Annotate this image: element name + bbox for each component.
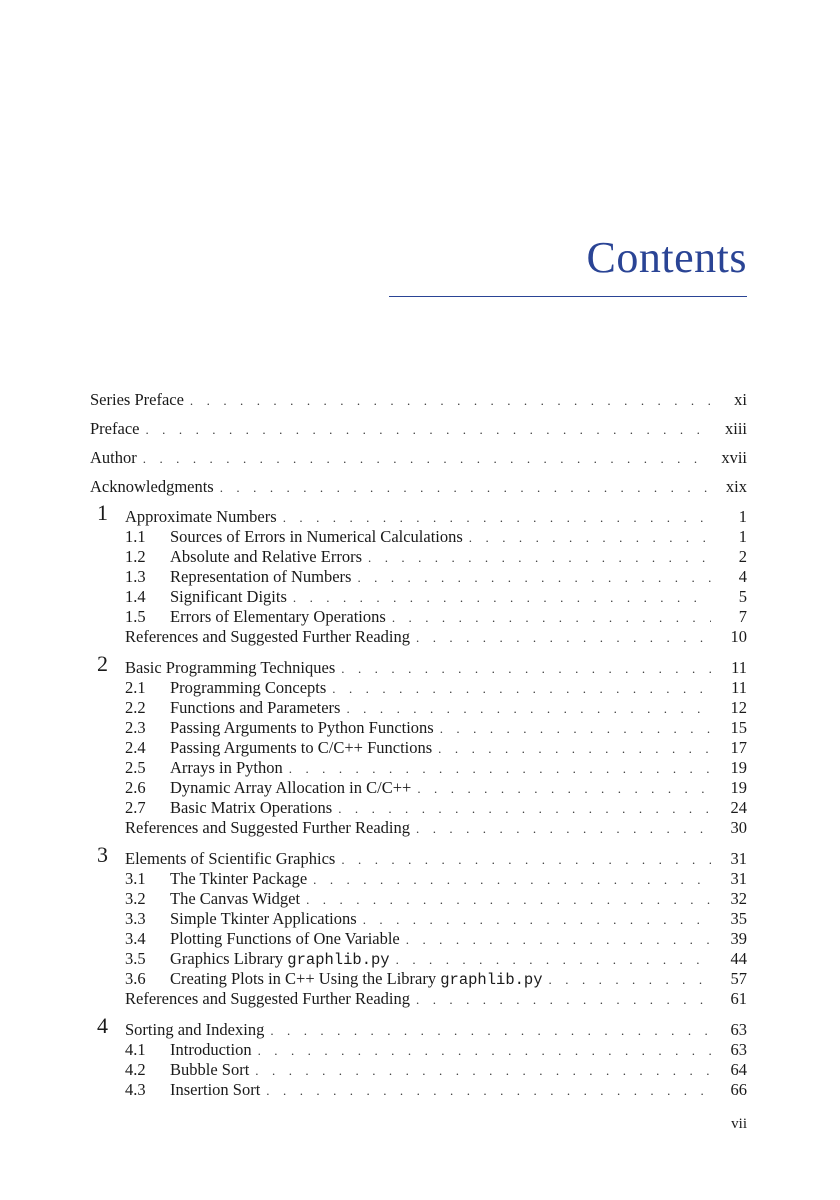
- dot-leader: [363, 910, 711, 930]
- section-entry[interactable]: [90, 798, 747, 818]
- section-entry[interactable]: [90, 587, 747, 607]
- dot-leader: [406, 930, 711, 950]
- page-number-ref: 32: [730, 889, 747, 908]
- section-entry[interactable]: [90, 929, 747, 949]
- page-number-ref: 15: [730, 718, 747, 737]
- page-number-ref: 31: [730, 869, 747, 888]
- dot-leader: [220, 477, 711, 499]
- page-number-ref: xiii: [724, 419, 747, 438]
- section-number: 1.1: [125, 527, 146, 546]
- page-number-ref: xix: [725, 477, 747, 496]
- page-number-ref: 66: [730, 1080, 747, 1099]
- title-rule: [389, 296, 747, 297]
- dot-leader: [549, 970, 711, 990]
- entry-title: Significant Digits: [170, 587, 293, 607]
- dot-leader: [313, 870, 711, 890]
- chapter-entry[interactable]: [90, 842, 747, 869]
- entry-title: The Tkinter Package: [170, 869, 313, 889]
- dot-leader: [416, 628, 711, 648]
- front-matter-entry[interactable]: [90, 476, 747, 505]
- entry-title: Errors of Elementary Operations: [170, 607, 392, 627]
- entry-title: Sorting and Indexing: [125, 1020, 270, 1040]
- page-number-ref: 5: [738, 587, 747, 606]
- entry-title: Creating Plots in C++ Using the Library graphlib.py: [170, 969, 549, 990]
- section-number: 4.1: [125, 1040, 146, 1059]
- section-number: 2.4: [125, 738, 146, 757]
- section-entry[interactable]: [90, 607, 747, 627]
- dot-leader: [368, 548, 711, 568]
- entry-title: References and Suggested Further Reading: [125, 989, 416, 1009]
- section-entry[interactable]: [90, 1060, 747, 1080]
- section-number: 2.7: [125, 798, 146, 817]
- page-title: Contents: [586, 233, 747, 282]
- page-number-ref: 11: [731, 678, 747, 697]
- dot-leader: [417, 779, 711, 799]
- entry-title: Basic Matrix Operations: [170, 798, 338, 818]
- entry-title: Graphics Library graphlib.py: [170, 949, 396, 970]
- section-entry[interactable]: [90, 969, 747, 989]
- entry-title: Simple Tkinter Applications: [170, 909, 363, 929]
- section-number: 1.3: [125, 567, 146, 586]
- chapter-entry[interactable]: [90, 500, 747, 527]
- section-entry[interactable]: [90, 678, 747, 698]
- dot-leader: [283, 508, 711, 528]
- section-number: 2.5: [125, 758, 146, 777]
- dot-leader: [341, 850, 711, 870]
- code-text: graphlib.py: [440, 971, 543, 989]
- chapter-number: 1: [97, 500, 108, 525]
- section-entry[interactable]: [90, 889, 747, 909]
- entry-title: Plotting Functions of One Variable: [170, 929, 406, 949]
- section-number: 2.6: [125, 778, 146, 797]
- section-number: 3.4: [125, 929, 146, 948]
- dot-leader: [392, 608, 711, 628]
- page-number-ref: 44: [730, 949, 747, 968]
- references-entry[interactable]: [90, 627, 747, 647]
- section-number: 4.2: [125, 1060, 146, 1079]
- section-entry[interactable]: [90, 547, 747, 567]
- code-text: graphlib.py: [287, 951, 390, 969]
- section-number: 1.2: [125, 547, 146, 566]
- entry-title: Approximate Numbers: [125, 507, 283, 527]
- section-number: 3.1: [125, 869, 146, 888]
- section-entry[interactable]: [90, 1040, 747, 1060]
- dot-leader: [255, 1061, 711, 1081]
- entry-title: Acknowledgments: [90, 476, 220, 498]
- page-number: vii: [731, 1116, 747, 1132]
- front-matter-entry[interactable]: [90, 389, 747, 418]
- section-entry[interactable]: [90, 778, 747, 798]
- entry-title: Dynamic Array Allocation in C/C++: [170, 778, 417, 798]
- page-number-ref: 61: [730, 989, 747, 1008]
- page-number-ref: xi: [734, 390, 747, 409]
- page-number-ref: 12: [730, 698, 747, 717]
- dot-leader: [143, 448, 711, 470]
- section-number: 2.2: [125, 698, 146, 717]
- dot-leader: [438, 739, 711, 759]
- section-number: 3.5: [125, 949, 146, 968]
- front-matter-entry[interactable]: [90, 418, 747, 447]
- page-number-ref: 57: [730, 969, 747, 988]
- section-entry[interactable]: [90, 567, 747, 587]
- section-entry[interactable]: [90, 1080, 747, 1100]
- page-number-ref: 39: [730, 929, 747, 948]
- dot-leader: [440, 719, 711, 739]
- entry-title: Author: [90, 447, 143, 469]
- dot-leader: [416, 819, 711, 839]
- section-entry[interactable]: [90, 758, 747, 778]
- section-number: 3.2: [125, 889, 146, 908]
- section-entry[interactable]: [90, 869, 747, 889]
- page-number-ref: 2: [738, 547, 747, 566]
- section-number: 1.4: [125, 587, 146, 606]
- section-number: 1.5: [125, 607, 146, 626]
- section-number: 3.6: [125, 969, 146, 988]
- dot-leader: [341, 659, 711, 679]
- page-number-ref: 1: [738, 527, 747, 546]
- page-number-ref: 24: [730, 798, 747, 817]
- entry-title: Passing Arguments to Python Functions: [170, 718, 440, 738]
- entry-title: Preface: [90, 418, 145, 440]
- page-number-ref: 7: [738, 607, 747, 626]
- page-number-ref: 10: [730, 627, 747, 646]
- page-number-ref: 30: [730, 818, 747, 837]
- chapter-entry[interactable]: [90, 651, 747, 678]
- dot-leader: [258, 1041, 711, 1061]
- entry-title: Absolute and Relative Errors: [170, 547, 368, 567]
- chapter-number: 3: [97, 842, 108, 867]
- section-entry[interactable]: [90, 738, 747, 758]
- section-entry[interactable]: [90, 949, 747, 969]
- dot-leader: [332, 679, 711, 699]
- section-entry[interactable]: [90, 909, 747, 929]
- entry-title: Representation of Numbers: [170, 567, 357, 587]
- entry-title: Bubble Sort: [170, 1060, 255, 1080]
- references-entry[interactable]: [90, 989, 747, 1009]
- entry-title: Insertion Sort: [170, 1080, 266, 1100]
- entry-title: Elements of Scientific Graphics: [125, 849, 341, 869]
- chapter-entry[interactable]: [90, 1013, 747, 1040]
- page-number-ref: 11: [731, 658, 747, 677]
- section-number: 4.3: [125, 1080, 146, 1099]
- table-of-contents: [90, 389, 747, 1100]
- page-number-ref: 19: [730, 778, 747, 797]
- entry-title: Programming Concepts: [170, 678, 332, 698]
- page-number-ref: 1: [738, 507, 747, 526]
- section-number: 2.1: [125, 678, 146, 697]
- entry-title: Introduction: [170, 1040, 258, 1060]
- entry-title: Sources of Errors in Numerical Calculations: [170, 527, 469, 547]
- section-number: 2.3: [125, 718, 146, 737]
- chapter-number: 2: [97, 651, 108, 676]
- dot-leader: [266, 1081, 711, 1101]
- chapter-number: 4: [97, 1013, 108, 1038]
- page-number-ref: 63: [730, 1020, 747, 1039]
- section-entry[interactable]: [90, 698, 747, 718]
- dot-leader: [396, 950, 711, 970]
- page-number-ref: 19: [730, 758, 747, 777]
- dot-leader: [270, 1021, 711, 1041]
- page-number-ref: 31: [730, 849, 747, 868]
- dot-leader: [145, 419, 711, 441]
- dot-leader: [293, 588, 711, 608]
- page-number-ref: 17: [730, 738, 747, 757]
- entry-title: References and Suggested Further Reading: [125, 627, 416, 647]
- dot-leader: [190, 390, 711, 412]
- entry-title: Series Preface: [90, 389, 190, 411]
- section-entry[interactable]: [90, 718, 747, 738]
- front-matter-entry[interactable]: [90, 447, 747, 476]
- entry-title: References and Suggested Further Reading: [125, 818, 416, 838]
- entry-title: Passing Arguments to C/C++ Functions: [170, 738, 438, 758]
- section-entry[interactable]: [90, 527, 747, 547]
- entry-title: Basic Programming Techniques: [125, 658, 341, 678]
- entry-title: The Canvas Widget: [170, 889, 306, 909]
- section-number: 3.3: [125, 909, 146, 928]
- page-number-ref: 63: [730, 1040, 747, 1059]
- dot-leader: [357, 568, 711, 588]
- entry-title: Functions and Parameters: [170, 698, 346, 718]
- page-number-ref: 4: [738, 567, 747, 586]
- dot-leader: [416, 990, 711, 1010]
- dot-leader: [306, 890, 711, 910]
- dot-leader: [346, 699, 711, 719]
- page-number-ref: xvii: [721, 448, 747, 467]
- dot-leader: [338, 799, 711, 819]
- references-entry[interactable]: [90, 818, 747, 838]
- entry-title: Arrays in Python: [170, 758, 289, 778]
- dot-leader: [289, 759, 711, 779]
- page-number-ref: 64: [730, 1060, 747, 1079]
- dot-leader: [469, 528, 711, 548]
- page-number-ref: 35: [730, 909, 747, 928]
